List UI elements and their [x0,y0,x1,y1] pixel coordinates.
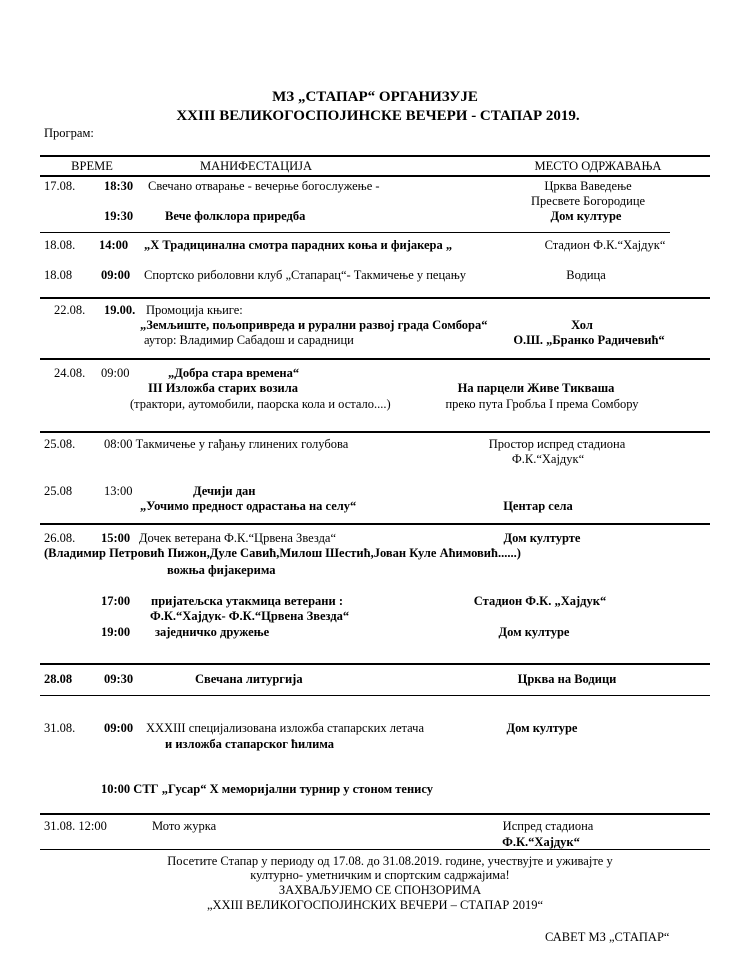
event-text: заједничко дружење [155,625,270,639]
row-rule [40,813,710,815]
col-header-event: МАНИФЕСТАЦИЈА [199,159,313,173]
event-place: Дом културе [498,625,570,639]
event-text: (Владимир Петровић Пижон,Дуле Савић,Милош Шестић,Јован Куле Аћимовић......) [44,546,521,560]
event-text: Спортско риболовни клуб „Стапарац“- Такмичење у пецању [144,268,467,282]
event-text: вожња фијакерима [167,563,276,577]
col-header-place: МЕСТО ОДРЖАВАЊА [534,159,662,173]
event-place: Хол [571,318,593,332]
footer-thanks: „XXIII ВЕЛИКОГОСПОЈИНСКИХ ВЕЧЕРИ – СТАПАР 2019“ [206,898,544,912]
event-text: и изложба стапарског ћилима [165,737,335,751]
event-text: Мото журка [152,819,217,833]
event-text: Свечана литургија [195,672,303,686]
event-text: Дечији дан [193,484,256,498]
event-place: Црква Ваведење [544,179,632,193]
event-time: 13:00 [104,484,133,498]
row-rule [40,523,710,525]
event-text: XXXIII специјализована изложба стапарских летача [146,721,424,735]
row-rule [40,358,710,360]
event-place: Црква на Водици [517,672,617,686]
event-time: 19:30 [104,209,134,223]
row-rule [40,232,670,233]
event-date: 31.08. [44,721,76,735]
event-date: 22.08. [54,303,86,317]
event-text: Ф.К.“Хајдук- Ф.К.“Црвена Звезда“ [150,609,350,623]
event-text: 08:00 Такмичење у гађању глинених голубова [104,437,349,451]
title-line-2: XXIII ВЕЛИКОГОСПОЈИНСКЕ ВЕЧЕРИ - СТАПАР 2019. [176,108,580,124]
event-text: 10:00 СТГ „Гусар“ Х меморијални турнир у стоном тенису [101,782,434,796]
event-date: 17.08. [44,179,76,193]
event-date: 26.08. [44,531,76,545]
event-place: О.Ш. „Бранко Радичевић“ [513,333,665,347]
event-place: Испред стадиона [502,819,594,833]
table-bottom-rule [40,849,710,850]
event-date: 25.08. [44,437,76,451]
event-text: „Добра стара времена“ [168,366,300,380]
event-text: Дочек ветерана Ф.К.“Црвена Звезда“ [139,531,337,545]
event-place: Стадион Ф.К.“Хајдук“ [544,238,666,252]
footer-thanks: ЗАХВАЉУЈЕМО СЕ СПОНЗОРИМА [278,883,482,897]
event-text: „Х Традицинална смотра парадних коња и фијакера „ [144,238,453,252]
row-rule [40,695,710,696]
row-rule [40,663,710,665]
event-time: 19:00 [101,625,131,639]
event-place: Центар села [503,499,573,513]
event-time: 17:00 [101,594,131,608]
program-label: Програм: [44,126,94,140]
event-place: Дом културе [550,209,622,223]
event-place: Дом културе [506,721,578,735]
event-text: (трактори, аутомобили, паорска кола и остало....) [130,397,391,411]
event-date: 24.08. [54,366,86,380]
footer-invitation: културно- уметничким и спортским садржајима! [250,868,510,882]
col-header-time: ВРЕМЕ [71,159,113,173]
event-place: Дом културте [503,531,581,545]
event-datetime: 31.08. 12:00 [44,819,107,833]
event-text: пријатељска утакмица ветерани : [151,594,343,608]
event-place: Ф.К.“Хајдук“ [511,452,585,466]
event-place: преко пута Гробља I према Сомбору [445,397,639,411]
event-text: Свечано отварање - вечерње богослужење - [148,179,380,193]
event-text: аутор: Владимир Сабадош и сарадници [144,333,354,347]
event-text: „Земљиште, пољопривреда и рурални развој града Сомбора“ [140,318,488,332]
event-date: 28.08 [44,672,73,686]
event-date: 18.08. [44,238,76,252]
event-date: 25.08 [44,484,73,498]
row-rule [40,431,710,433]
event-text: III Изложба старих возила [148,381,298,395]
header-bottom-rule [40,175,710,177]
signature: САВЕТ МЗ „СТАПАР“ [545,930,670,944]
event-place: Ф.К.“Хајдук“ [502,835,580,849]
event-time: 09:30 [104,672,134,686]
event-place: Пресвете Богородице [530,194,646,208]
event-time: 09:00 [101,268,131,282]
event-place: Стадион Ф.К. „Хајдук“ [473,594,607,608]
event-date: 18.08 [44,268,73,282]
event-time: 14:00 [99,238,129,252]
event-place: На парцели Живе Тикваша [457,381,615,395]
event-time: 09:00 [104,721,134,735]
event-text: „Уочимо предност одрастања на селу“ [140,499,357,513]
event-time: 15:00 [101,531,131,545]
event-place: Простор испред стадиона [488,437,626,451]
event-time: 19.00. [104,303,136,317]
table-top-rule [40,155,710,157]
event-text: Вече фолклора приредба [165,209,306,223]
footer-invitation: Посетите Стапар у периоду од 17.08. до 31.08.2019. године, учествујте и уживајте у [167,854,613,868]
event-time: 18:30 [104,179,134,193]
row-rule [40,297,710,299]
event-time: 09:00 [101,366,130,380]
event-place: Водица [566,268,606,282]
event-text: Промоција књиге: [146,303,243,317]
title-line-1: МЗ „СТАПАР“ ОРГАНИЗУЈЕ [272,89,478,105]
